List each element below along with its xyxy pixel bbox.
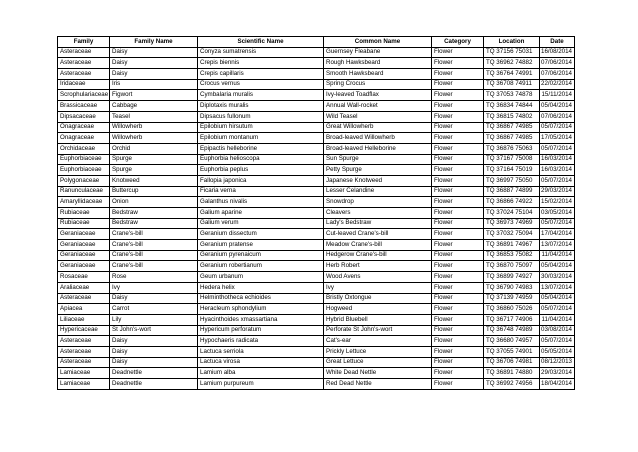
cell-common-name: Japanese Knotweed <box>324 175 432 186</box>
cell-category: Flower <box>432 58 484 69</box>
cell-family: Iridaceae <box>58 79 110 90</box>
cell-location: TQ 36860 75026 <box>484 304 540 315</box>
table-row <box>58 272 575 283</box>
table-row <box>58 336 575 347</box>
cell-family: Polygonaceae <box>58 175 110 186</box>
cell-location: TQ 36973 74969 <box>484 218 540 229</box>
cell-location: TQ 37139 74959 <box>484 293 540 304</box>
header-row <box>58 37 575 48</box>
cell-category: Flower <box>432 101 484 112</box>
cell-location: TQ 36834 74844 <box>484 101 540 112</box>
cell-family: Apiacea <box>58 304 110 315</box>
cell-common-name: Cat's-ear <box>324 336 432 347</box>
cell-scientific-name: Geranium robertianum <box>198 261 324 272</box>
cell-family-name: Crane's-bill <box>110 240 198 251</box>
cell-family-name: Daisy <box>110 69 198 80</box>
cell-family: Hypericaceae <box>58 325 110 336</box>
cell-category: Flower <box>432 90 484 101</box>
cell-location: TQ 36748 74989 <box>484 325 540 336</box>
cell-category: Flower <box>432 69 484 80</box>
table-row <box>58 154 575 165</box>
cell-family: Geraniaceae <box>58 261 110 272</box>
cell-scientific-name: Geranium pyrenaicum <box>198 250 324 261</box>
table-row <box>58 304 575 315</box>
header-family: Family <box>58 37 110 48</box>
cell-common-name: Hedgerow Crane's-bill <box>324 250 432 261</box>
cell-scientific-name: Lactuca serriola <box>198 346 324 357</box>
cell-family-name: Knotweed <box>110 175 198 186</box>
cell-category: Flower <box>432 143 484 154</box>
cell-common-name: Great Lettuce <box>324 357 432 368</box>
cell-scientific-name: Dipsacus fullonum <box>198 111 324 122</box>
cell-date: 05/07/2014 <box>540 304 575 315</box>
cell-common-name: Meadow Crane's-bill <box>324 240 432 251</box>
cell-location: TQ 36867 74985 <box>484 133 540 144</box>
cell-location: TQ 36962 74882 <box>484 58 540 69</box>
table-row <box>58 90 575 101</box>
cell-common-name: Annual Wall-rocket <box>324 101 432 112</box>
cell-location: TQ 37167 75008 <box>484 154 540 165</box>
table-row <box>58 368 575 379</box>
header-family-name: Family Name <box>110 37 198 48</box>
cell-common-name: Prickly Lettuce <box>324 346 432 357</box>
cell-location: TQ 37032 75094 <box>484 229 540 240</box>
cell-date: 03/05/2014 <box>540 208 575 219</box>
cell-date: 16/08/2014 <box>540 47 575 58</box>
cell-common-name: Wood Avens <box>324 272 432 283</box>
cell-category: Flower <box>432 272 484 283</box>
table-row <box>58 143 575 154</box>
cell-category: Flower <box>432 122 484 133</box>
cell-scientific-name: Euphorbia helioscopa <box>198 154 324 165</box>
cell-category: Flower <box>432 218 484 229</box>
cell-family-name: Deadnettle <box>110 379 198 390</box>
cell-family-name: Cabbage <box>110 101 198 112</box>
cell-date: 05/07/2014 <box>540 175 575 186</box>
cell-family: Euphorbiaceae <box>58 165 110 176</box>
cell-family-name: Spurge <box>110 165 198 176</box>
cell-scientific-name: Epilobium hirsutum <box>198 122 324 133</box>
cell-scientific-name: Crepis capillaris <box>198 69 324 80</box>
cell-scientific-name: Lamium purpureum <box>198 379 324 390</box>
table-row <box>58 47 575 58</box>
cell-family-name: Daisy <box>110 293 198 304</box>
cell-family: Araliaceae <box>58 282 110 293</box>
cell-date: 07/06/2014 <box>540 69 575 80</box>
cell-location: TQ 37156 75031 <box>484 47 540 58</box>
cell-category: Flower <box>432 47 484 58</box>
cell-common-name: Broad-leaved Helleborine <box>324 143 432 154</box>
cell-common-name: White Dead Nettle <box>324 368 432 379</box>
cell-common-name: Hogweed <box>324 304 432 315</box>
cell-category: Flower <box>432 261 484 272</box>
cell-family-name: Buttercup <box>110 186 198 197</box>
table-row <box>58 111 575 122</box>
header-date: Date <box>540 37 575 48</box>
cell-common-name: Perforate St John's-wort <box>324 325 432 336</box>
cell-common-name: Snowdrop <box>324 197 432 208</box>
cell-scientific-name: Crocus vernus <box>198 79 324 90</box>
cell-family: Orchidaceae <box>58 143 110 154</box>
cell-date: 13/07/2014 <box>540 282 575 293</box>
cell-family-name: Daisy <box>110 58 198 69</box>
species-table <box>57 36 575 390</box>
cell-location: TQ 37164 75019 <box>484 165 540 176</box>
cell-category: Flower <box>432 336 484 347</box>
cell-date: 29/03/2014 <box>540 368 575 379</box>
cell-date: 15/02/2014 <box>540 197 575 208</box>
header-common-name: Common Name <box>324 37 432 48</box>
cell-family-name: Rose <box>110 272 198 283</box>
cell-location: TQ 36867 74985 <box>484 122 540 133</box>
cell-category: Flower <box>432 154 484 165</box>
table-row <box>58 69 575 80</box>
table-row <box>58 175 575 186</box>
cell-location: TQ 36876 75063 <box>484 143 540 154</box>
cell-common-name: Herb Robert <box>324 261 432 272</box>
cell-date: 17/04/2014 <box>540 229 575 240</box>
cell-family-name: Lily <box>110 314 198 325</box>
cell-family: Asteraceae <box>58 293 110 304</box>
cell-location: TQ 36853 75082 <box>484 250 540 261</box>
cell-family: Onagraceae <box>58 122 110 133</box>
cell-family-name: Crane's-bill <box>110 229 198 240</box>
cell-family-name: Ivy <box>110 282 198 293</box>
cell-family: Lamiaceae <box>58 368 110 379</box>
cell-category: Flower <box>432 208 484 219</box>
table-row <box>58 186 575 197</box>
cell-date: 05/04/2014 <box>540 101 575 112</box>
cell-common-name: Bristly Oxtongue <box>324 293 432 304</box>
table-row <box>58 314 575 325</box>
cell-family-name: Iris <box>110 79 198 90</box>
cell-scientific-name: Geranium pratense <box>198 240 324 251</box>
cell-category: Flower <box>432 111 484 122</box>
cell-scientific-name: Helminthotheca echioides <box>198 293 324 304</box>
cell-category: Flower <box>432 357 484 368</box>
cell-common-name: Great Willowherb <box>324 122 432 133</box>
cell-family-name: Spurge <box>110 154 198 165</box>
cell-date: 03/08/2014 <box>540 325 575 336</box>
cell-category: Flower <box>432 368 484 379</box>
cell-location: TQ 36992 74956 <box>484 379 540 390</box>
cell-common-name: Ivy-leaved Toadflax <box>324 90 432 101</box>
cell-date: 05/04/2014 <box>540 261 575 272</box>
cell-location: TQ 36887 74899 <box>484 186 540 197</box>
table-row <box>58 122 575 133</box>
cell-scientific-name: Cymbalaria muralis <box>198 90 324 101</box>
cell-family: Lamiaceae <box>58 379 110 390</box>
cell-common-name: Rough Hawksbeard <box>324 58 432 69</box>
cell-scientific-name: Lactuca virosa <box>198 357 324 368</box>
cell-date: 05/05/2014 <box>540 346 575 357</box>
cell-family-name: Carrot <box>110 304 198 315</box>
cell-location: TQ 36891 74967 <box>484 240 540 251</box>
cell-location: TQ 37053 74878 <box>484 90 540 101</box>
cell-category: Flower <box>432 165 484 176</box>
cell-location: TQ 36680 74957 <box>484 336 540 347</box>
cell-family-name: Crane's-bill <box>110 261 198 272</box>
cell-scientific-name: Hypochaeris radicata <box>198 336 324 347</box>
cell-date: 13/07/2014 <box>540 240 575 251</box>
cell-common-name: Spring Crocus <box>324 79 432 90</box>
cell-scientific-name: Epilobium montanum <box>198 133 324 144</box>
cell-common-name: Hybrid Bluebell <box>324 314 432 325</box>
cell-category: Flower <box>432 229 484 240</box>
cell-location: TQ 36706 74981 <box>484 357 540 368</box>
cell-category: Flower <box>432 346 484 357</box>
table-row <box>58 357 575 368</box>
cell-scientific-name: Galanthus nivalis <box>198 197 324 208</box>
cell-family-name: Orchid <box>110 143 198 154</box>
cell-category: Flower <box>432 186 484 197</box>
table-row <box>58 293 575 304</box>
cell-category: Flower <box>432 240 484 251</box>
cell-family: Asteraceae <box>58 58 110 69</box>
cell-common-name: Cleavers <box>324 208 432 219</box>
cell-date: 11/04/2014 <box>540 314 575 325</box>
cell-family: Asteraceae <box>58 336 110 347</box>
cell-scientific-name: Geranium dissectum <box>198 229 324 240</box>
cell-scientific-name: Epipactis helleborine <box>198 143 324 154</box>
cell-family: Asteraceae <box>58 69 110 80</box>
cell-family: Ranunculaceae <box>58 186 110 197</box>
cell-family: Liliaceae <box>58 314 110 325</box>
cell-family-name: St John's-wort <box>110 325 198 336</box>
header-location: Location <box>484 37 540 48</box>
cell-category: Flower <box>432 304 484 315</box>
cell-family-name: Daisy <box>110 346 198 357</box>
table-row <box>58 101 575 112</box>
cell-location: TQ 36997 75050 <box>484 175 540 186</box>
cell-common-name: Cut-leaved Crane's-bill <box>324 229 432 240</box>
table-row <box>58 197 575 208</box>
cell-date: 11/04/2014 <box>540 250 575 261</box>
cell-category: Flower <box>432 197 484 208</box>
cell-scientific-name: Galium verum <box>198 218 324 229</box>
cell-category: Flower <box>432 293 484 304</box>
cell-scientific-name: Geum urbanum <box>198 272 324 283</box>
cell-category: Flower <box>432 175 484 186</box>
cell-date: 05/07/2014 <box>540 143 575 154</box>
cell-date: 22/02/2014 <box>540 79 575 90</box>
cell-family: Euphorbiaceae <box>58 154 110 165</box>
cell-category: Flower <box>432 314 484 325</box>
cell-family: Onagraceae <box>58 133 110 144</box>
cell-date: 05/07/2014 <box>540 122 575 133</box>
cell-scientific-name: Hedera helix <box>198 282 324 293</box>
table-row <box>58 250 575 261</box>
cell-date: 18/04/2014 <box>540 379 575 390</box>
table-row <box>58 133 575 144</box>
cell-common-name: Petty Spurge <box>324 165 432 176</box>
cell-date: 05/07/2014 <box>540 218 575 229</box>
cell-family-name: Daisy <box>110 357 198 368</box>
cell-date: 16/03/2014 <box>540 154 575 165</box>
table-body <box>58 47 575 389</box>
table-row <box>58 240 575 251</box>
cell-scientific-name: Crepis biennis <box>198 58 324 69</box>
cell-scientific-name: Euphorbia peplus <box>198 165 324 176</box>
header-category: Category <box>432 37 484 48</box>
cell-location: TQ 36899 74927 <box>484 272 540 283</box>
cell-date: 29/03/2014 <box>540 186 575 197</box>
cell-scientific-name: Hypericum perforatum <box>198 325 324 336</box>
cell-common-name: Lady's Bedstraw <box>324 218 432 229</box>
cell-location: TQ 37024 75104 <box>484 208 540 219</box>
cell-location: TQ 36790 74983 <box>484 282 540 293</box>
cell-family: Brassicaceae <box>58 101 110 112</box>
cell-family: Asteraceae <box>58 357 110 368</box>
cell-common-name: Broad-leaved Willowherb <box>324 133 432 144</box>
table-row <box>58 379 575 390</box>
species-sheet <box>57 36 574 390</box>
cell-date: 15/11/2014 <box>540 90 575 101</box>
cell-scientific-name: Lamium alba <box>198 368 324 379</box>
cell-family: Scrophulariaceae <box>58 90 110 101</box>
cell-common-name: Sun Spurge <box>324 154 432 165</box>
table-row <box>58 58 575 69</box>
cell-family: Asteraceae <box>58 346 110 357</box>
cell-family: Asteraceae <box>58 47 110 58</box>
cell-family-name: Crane's-bill <box>110 250 198 261</box>
cell-family-name: Bedstraw <box>110 218 198 229</box>
cell-category: Flower <box>432 79 484 90</box>
cell-common-name: Red Dead Nettle <box>324 379 432 390</box>
cell-family: Dipsacaceae <box>58 111 110 122</box>
cell-family-name: Deadnettle <box>110 368 198 379</box>
table-row <box>58 208 575 219</box>
cell-location: TQ 36815 74802 <box>484 111 540 122</box>
cell-scientific-name: Conyza sumatrensis <box>198 47 324 58</box>
cell-location: TQ 37055 74901 <box>484 346 540 357</box>
cell-family-name: Willowherb <box>110 122 198 133</box>
cell-family-name: Daisy <box>110 47 198 58</box>
cell-date: 05/07/2014 <box>540 336 575 347</box>
cell-family: Amaryllidaceae <box>58 197 110 208</box>
cell-family: Rosaceae <box>58 272 110 283</box>
cell-date: 07/06/2014 <box>540 111 575 122</box>
cell-category: Flower <box>432 325 484 336</box>
cell-scientific-name: Diplotaxis muralis <box>198 101 324 112</box>
cell-scientific-name: Fallopia japonica <box>198 175 324 186</box>
cell-common-name: Lesser Celandine <box>324 186 432 197</box>
cell-scientific-name: Galium aparine <box>198 208 324 219</box>
cell-location: TQ 36891 74880 <box>484 368 540 379</box>
cell-common-name: Smooth Hawksbeard <box>324 69 432 80</box>
cell-family-name: Onion <box>110 197 198 208</box>
header-scientific-name: Scientific Name <box>198 37 324 48</box>
cell-family: Rubiaceae <box>58 208 110 219</box>
table-row <box>58 261 575 272</box>
cell-date: 17/05/2014 <box>540 133 575 144</box>
cell-common-name: Wild Teasel <box>324 111 432 122</box>
cell-family-name: Figwort <box>110 90 198 101</box>
cell-date: 08/12/2013 <box>540 357 575 368</box>
cell-family: Rubiaceae <box>58 218 110 229</box>
cell-scientific-name: Heracleum sphondylium <box>198 304 324 315</box>
cell-category: Flower <box>432 282 484 293</box>
cell-category: Flower <box>432 250 484 261</box>
cell-location: TQ 36866 74922 <box>484 197 540 208</box>
cell-family-name: Bedstraw <box>110 208 198 219</box>
cell-family-name: Teasel <box>110 111 198 122</box>
table-row <box>58 165 575 176</box>
cell-common-name: Ivy <box>324 282 432 293</box>
cell-location: TQ 36870 75097 <box>484 261 540 272</box>
cell-date: 05/04/2014 <box>540 293 575 304</box>
table-row <box>58 218 575 229</box>
cell-family: Geraniaceae <box>58 240 110 251</box>
cell-family: Geraniaceae <box>58 229 110 240</box>
table-row <box>58 325 575 336</box>
cell-scientific-name: Hyacinthoides xmassartiana <box>198 314 324 325</box>
table-row <box>58 79 575 90</box>
cell-date: 07/06/2014 <box>540 58 575 69</box>
cell-location: TQ 36764 74991 <box>484 69 540 80</box>
cell-date: 16/03/2014 <box>540 165 575 176</box>
cell-family-name: Daisy <box>110 336 198 347</box>
cell-category: Flower <box>432 133 484 144</box>
table-row <box>58 282 575 293</box>
cell-family-name: Willowherb <box>110 133 198 144</box>
cell-location: TQ 36717 74906 <box>484 314 540 325</box>
cell-scientific-name: Ficaria verna <box>198 186 324 197</box>
cell-common-name: Guernsey Fleabane <box>324 47 432 58</box>
cell-date: 30/03/2014 <box>540 272 575 283</box>
cell-category: Flower <box>432 379 484 390</box>
table-row <box>58 346 575 357</box>
cell-location: TQ 36708 74911 <box>484 79 540 90</box>
cell-family: Geraniaceae <box>58 250 110 261</box>
table-row <box>58 229 575 240</box>
